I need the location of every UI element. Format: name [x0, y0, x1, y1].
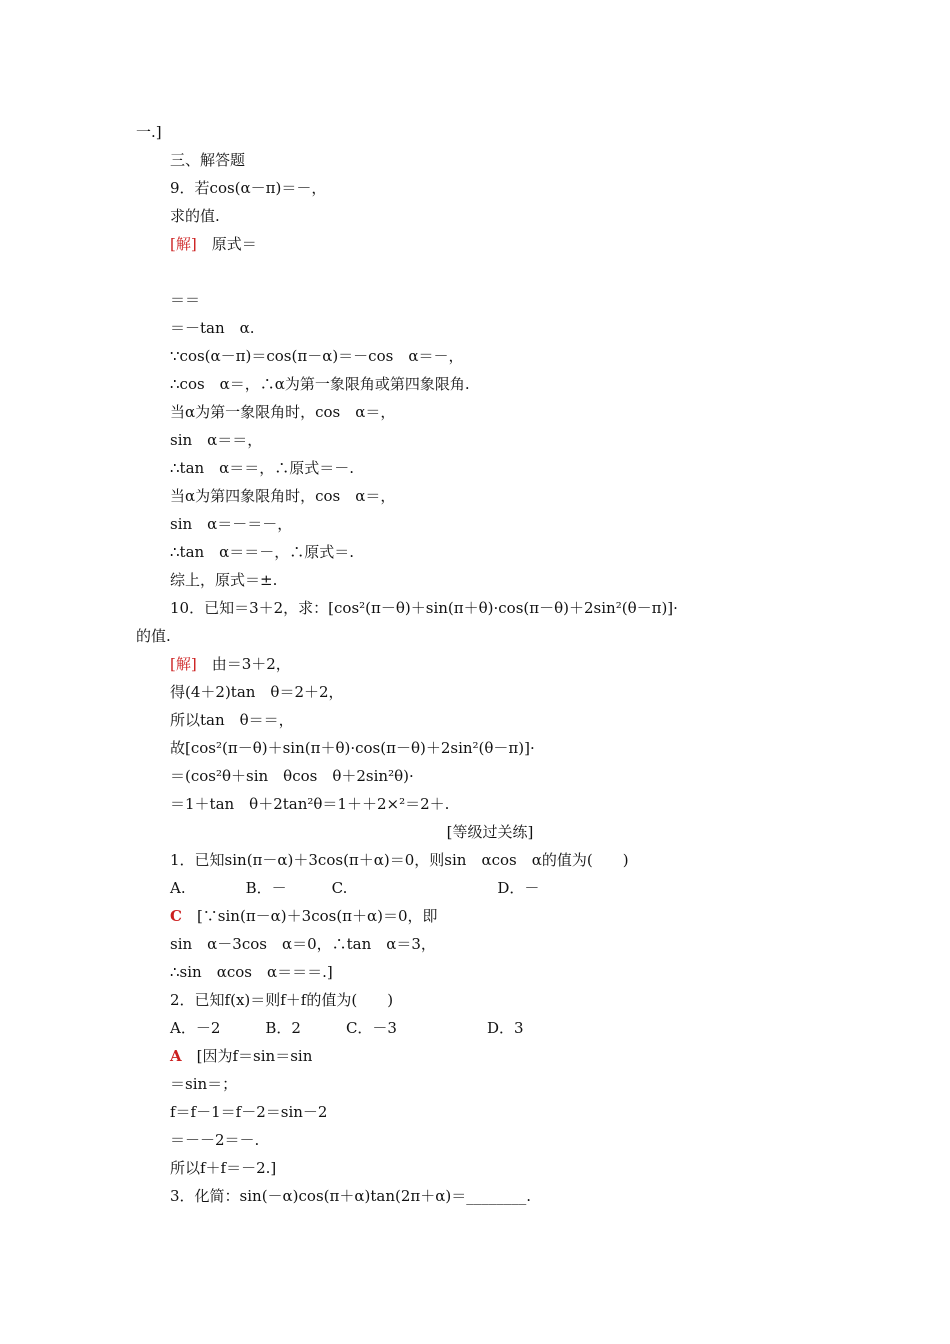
- text-line: f＝f－1＝f－2＝sin－2: [170, 1103, 328, 1121]
- text-line: 所以f＋f＝－2.]: [170, 1159, 277, 1177]
- text-line: ∴tan α＝＝－，∴原式＝.: [170, 543, 355, 561]
- text-line: ∴cos α＝，∴α为第一象限角或第四象限角.: [170, 375, 470, 393]
- text-line: ＝－－2＝－.: [170, 1131, 260, 1149]
- answer-tag: A: [170, 1047, 182, 1065]
- text-line: 所以tan θ＝＝，: [170, 711, 294, 729]
- answer-text: [∵sin(π－α)＋3cos(π＋α)＝0，即: [181, 907, 438, 925]
- solution-tag: [解]: [170, 235, 197, 253]
- text-line: 故[cos²(π－θ)＋sin(π＋θ)·cos(π－θ)＋2sin²(θ－π)]·: [170, 739, 535, 757]
- text-line: 当α为第四象限角时，cos α＝，: [170, 487, 396, 505]
- text-line: ＝－tan α.: [170, 319, 255, 337]
- section-title: [等级过关练]: [446, 823, 534, 841]
- text-line: ∴tan α＝＝，∴原式＝－.: [170, 459, 355, 477]
- text-line: ＝＝: [170, 291, 201, 309]
- question-2: 2．已知f(x)＝则f＋f的值为( ): [170, 991, 394, 1009]
- text-line: ∴sin αcos α＝＝＝.]: [170, 963, 333, 981]
- question-9: 9．若cos(α－π)＝－，: [170, 179, 327, 197]
- solution-text: 原式＝: [196, 235, 257, 253]
- choices-line: A．－2 B．2 C．－3 D．3: [170, 1019, 524, 1037]
- text-line: 得(4＋2)tan θ＝2＋2，: [170, 683, 344, 701]
- text-line: 一.]: [136, 123, 162, 141]
- answer-tag: C: [170, 907, 182, 925]
- question-1: 1．已知sin(π－α)＋3cos(π＋α)＝0，则sin αcos α的值为( ): [170, 851, 629, 869]
- answer-line: [170, 906, 438, 926]
- text-line: sin α＝＝，: [170, 431, 263, 449]
- solution-tag: [解]: [170, 655, 197, 673]
- answer-line: [170, 1046, 312, 1066]
- section-heading: 三、解答题: [170, 151, 246, 169]
- text-line: ＝1＋tan θ＋2tan²θ＝1＋＋2×²＝2＋.: [170, 795, 450, 813]
- question-3: 3．化简：sin(－α)cos(π＋α)tan(2π＋α)＝________.: [170, 1187, 531, 1205]
- text-line: sin α－3cos α＝0，∴tan α＝3，: [170, 935, 436, 953]
- solution-line: [170, 234, 257, 254]
- choices-line: A. B．－ C. D．－: [170, 879, 540, 897]
- text-line: ＝sin＝；: [170, 1075, 238, 1093]
- text-line: 求的值.: [170, 207, 220, 225]
- question-10: 10．已知＝3＋2，求：[cos²(π－θ)＋sin(π＋θ)·cos(π－θ)＋2sin²(θ－π)]·: [170, 599, 678, 617]
- text-line: ＝(cos²θ＋sin θcos θ＋2sin²θ)·: [170, 767, 414, 785]
- text-line: 当α为第一象限角时，cos α＝，: [170, 403, 396, 421]
- text-line: ∵cos(α－π)＝cos(π－α)＝－cos α＝－，: [170, 347, 464, 365]
- solution-line: [170, 654, 291, 674]
- answer-text: [因为f＝sin＝sin: [181, 1047, 313, 1065]
- text-line: 的值.: [136, 627, 171, 645]
- solution-text: 由＝3＋2，: [196, 655, 291, 673]
- text-line: 综上，原式＝±.: [170, 571, 278, 589]
- text-line: sin α＝－＝－，: [170, 515, 293, 533]
